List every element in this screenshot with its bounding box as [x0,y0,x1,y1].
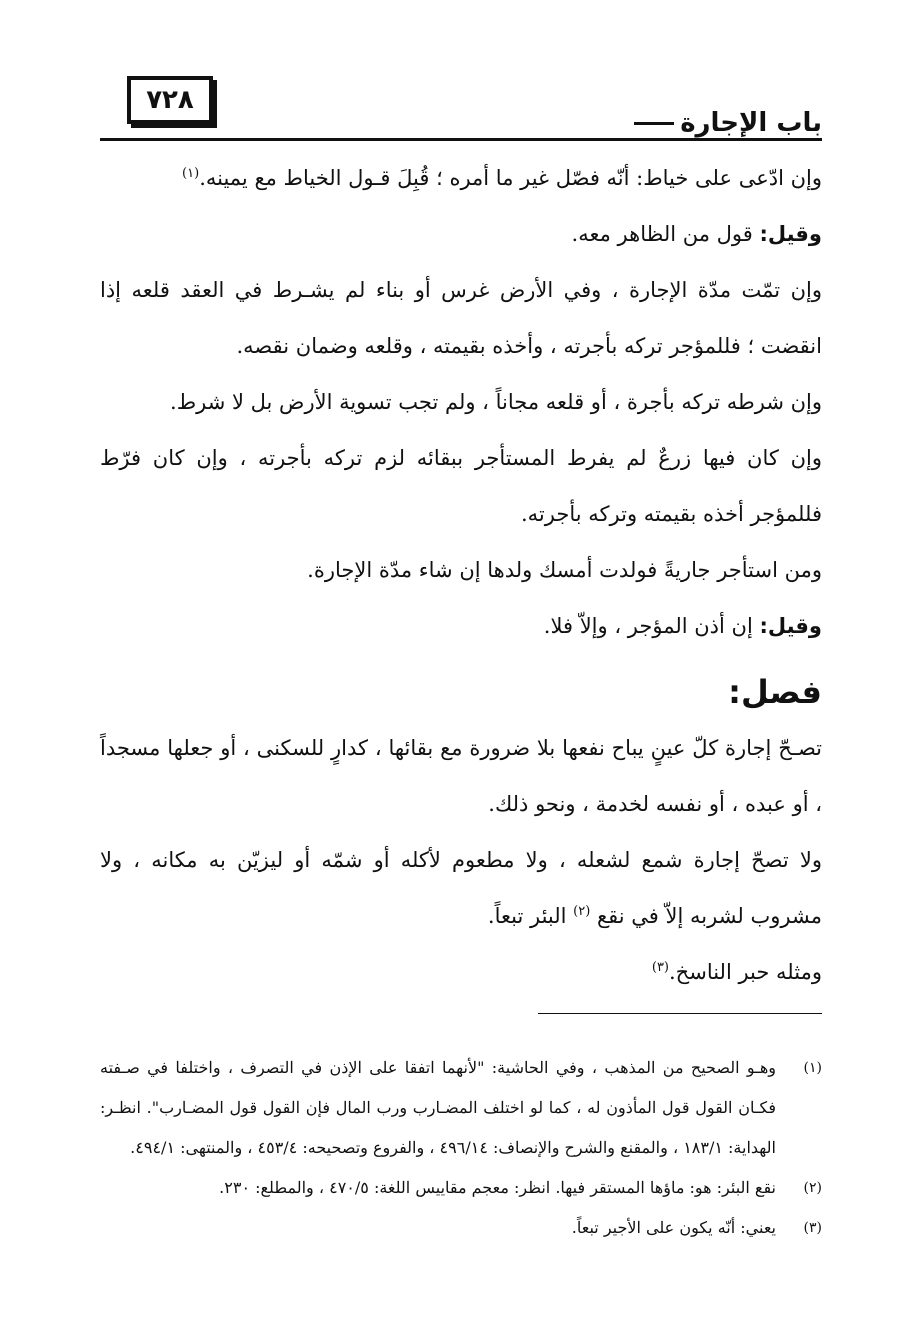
paragraph-text: وإن ادّعى على خياط: أنّه فصّل غير ما أمره ؛ قُبِلَ قـول الخياط مع يمينه. [199,166,822,190]
paragraph-text: وإن كان فيها زرعٌ لم يفرط المستأجر ببقائه لزم تركه بأجرته ، وإن كان فرّط فللمؤجر أخذه بقيمته وتركه بأجرته. [100,446,822,526]
paragraph-text: ولا تصحّ إجارة شمع لشعله ، ولا مطعوم لأكله أو شمّه أو ليزيّن به مكانه ، ولا مشروب لشربه إلاّ في نقع [100,848,822,928]
paragraph [100,374,822,430]
paragraph [100,262,822,374]
paragraph-text: وإن تمّت مدّة الإجارة ، وفي الأرض غرس أو بناء لم يشـرط في العقد قلعه إذا انقضت ؛ فللمؤجر تركه بأجرته ، وأخذه بقيمته ، وقلعه وضمان نقصه. [100,278,822,358]
chapter-title [624,108,822,138]
footnote-marker[interactable]: (٣) [651,960,669,975]
footnote-number: (١) [803,1060,822,1076]
paragraph-text: وإن شرطه تركه بأجرة ، أو قلعه مجاناً ، ولم تجب تسوية الأرض بل لا شرط. [170,390,822,414]
paragraph [100,832,822,944]
page-number: ٧٢٨ [127,76,213,124]
paragraph-lead: وقيل: [759,614,822,638]
footnotes [100,1048,822,1248]
section-heading-text: فصل: [728,673,822,711]
paragraph-text: ومثله حبر الناسخ. [669,960,822,984]
paragraph [100,720,822,832]
footnote [100,1168,822,1208]
paragraph [100,430,822,542]
paragraph [100,542,822,598]
footnote-number: (٣) [803,1220,822,1236]
main-text [100,150,822,1000]
paragraph [100,944,822,1000]
chapter-title-text: باب الإجارة [680,108,822,138]
section-heading [100,664,822,720]
footnote [100,1208,822,1248]
paragraph-text-after: البئر تبعاً. [487,904,574,928]
paragraph-lead: وقيل: [759,222,822,246]
footnote-number: (٢) [803,1180,822,1196]
footnote [100,1048,822,1168]
footnote-marker[interactable]: (٢) [573,904,591,919]
paragraph [100,150,822,206]
paragraph-text: تصـحّ إجارة كلّ عينٍ يباح نفعها بلا ضرورة مع بقائها ، كدارٍ للسكنى ، أو جعلها مسجداً ، أو عبده ، أو نفسه لخدمة ، ونحو ذلك. [100,736,822,816]
footnote-text: نقع البئر: هو: ماؤها المستقر فيها. انظر: معجم مقاييس اللغة: ٤٧٠/٥ ، والمطلع: ٢٣٠. [219,1178,776,1197]
paragraph-text: ومن استأجر جاريةً فولدت أمسك ولدها إن شاء مدّة الإجارة. [307,558,822,582]
paragraph [100,206,822,262]
header-rule [100,138,822,141]
paragraph [100,598,822,654]
footnote-separator [538,1013,822,1014]
footnote-text: يعني: أنّه يكون على الأجير تبعاً. [571,1218,776,1237]
footnote-marker[interactable]: (١) [182,166,200,181]
paragraph-text: إن أذن المؤجر ، وإلاّ فلا. [543,614,760,638]
title-ornament-bar [634,122,674,125]
footnote-text: وهـو الصحيح من المذهب ، وفي الحاشية: "لأنهما اتفقا على الإذن في التصرف ، واختلفا في صـفته فكـان القول قول المأذون له ، كما لو اختلف المضـارب ورب المال فإن القول قول المضـارب". انظـر: الهداية: ١٨٣/١ ، والمقنع والشرح والإنصاف: ٤٩٦/١٤ ، والفروع وتصحيحه: ٤٥٣/٤ ، والمنتهى: ٤٩٤/١. [100,1058,776,1157]
paragraph-text: قول من الظاهر معه. [571,222,760,246]
